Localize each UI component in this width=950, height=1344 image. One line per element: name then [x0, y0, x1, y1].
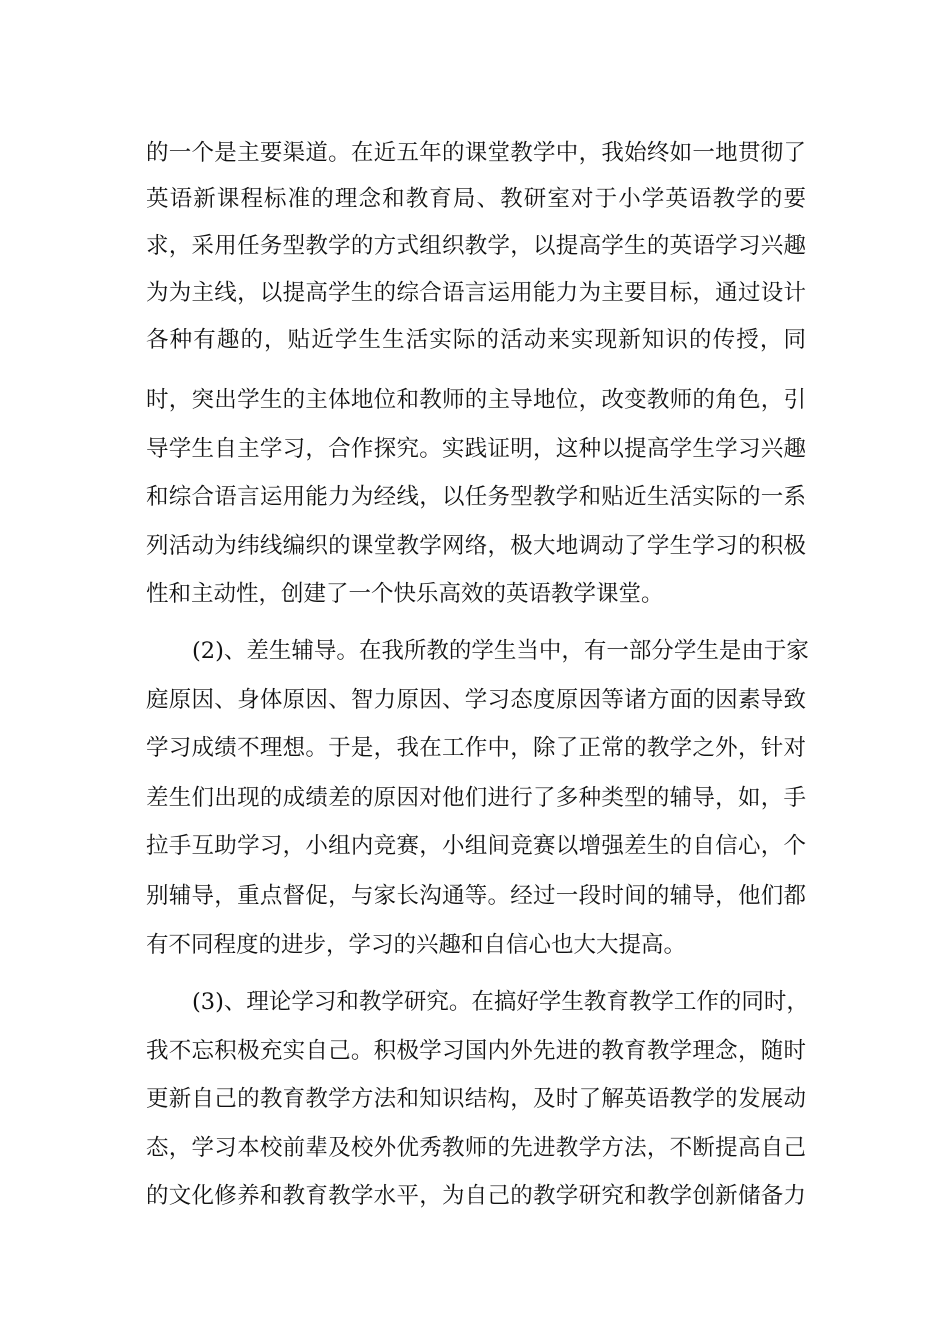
text-line-19: 我不忘积极充实自己。积极学习国内外先进的教育教学理念，随时 [146, 1038, 806, 1064]
text-line-15: 拉手互助学习，小组内竞赛，小组间竞赛以增强差生的自信心，个 [146, 833, 806, 859]
text-line-16: 别辅导，重点督促，与家长沟通等。经过一段时间的辅导，他们都 [146, 883, 806, 909]
text-line-3: 求，采用任务型教学的方式组织教学，以提高学生的英语学习兴趣 [146, 233, 806, 259]
paragraph-3-first-line: (3)、理论学习和教学研究。在搞好学生教育教学工作的同时， [192, 989, 809, 1015]
text-line-4: 为为主线，以提高学生的综合语言运用能力为主要目标，通过设计 [146, 280, 806, 306]
paragraph-2-first-line: (2)、差生辅导。在我所教的学生当中，有一部分学生是由于家 [192, 638, 809, 664]
text-line-22: 的文化修养和教育教学水平，为自己的教学研究和教学创新储备力 [146, 1183, 806, 1209]
text-line-20: 更新自己的教育教学方法和知识结构，及时了解英语教学的发展动 [146, 1086, 806, 1112]
text-line-8: 和综合语言运用能力为经线，以任务型教学和贴近生活实际的一系 [146, 484, 806, 510]
text-line-6: 时，突出学生的主体地位和教师的主导地位，改变教师的角色，引 [146, 387, 806, 413]
text-line-17: 有不同程度的进步，学习的兴趣和自信心也大大提高。 [146, 932, 687, 958]
text-line-12: 庭原因、身体原因、智力原因、学习态度原因等诸方面的因素导致 [146, 687, 806, 713]
text-line-1: 的一个是主要渠道。在近五年的课堂教学中，我始终如一地贯彻了 [146, 140, 806, 166]
text-line-14: 差生们出现的成绩差的原因对他们进行了多种类型的辅导，如，手 [146, 785, 806, 811]
text-line-2: 英语新课程标准的理念和教育局、教研室对于小学英语教学的要 [146, 186, 806, 212]
text-line-13: 学习成绩不理想。于是，我在工作中，除了正常的教学之外，针对 [146, 735, 806, 761]
text-line-9: 列活动为纬线编织的课堂教学网络，极大地调动了学生学习的积极 [146, 533, 806, 559]
text-line-10: 性和主动性，创建了一个快乐高效的英语教学课堂。 [146, 581, 664, 607]
text-line-7: 导学生自主学习，合作探究。实践证明，这种以提高学生学习兴趣 [146, 436, 806, 462]
text-line-21: 态，学习本校前辈及校外优秀教师的先进教学方法，不断提高自己 [146, 1135, 806, 1161]
text-line-5: 各种有趣的，贴近学生生活实际的活动来实现新知识的传授，同 [146, 327, 806, 353]
